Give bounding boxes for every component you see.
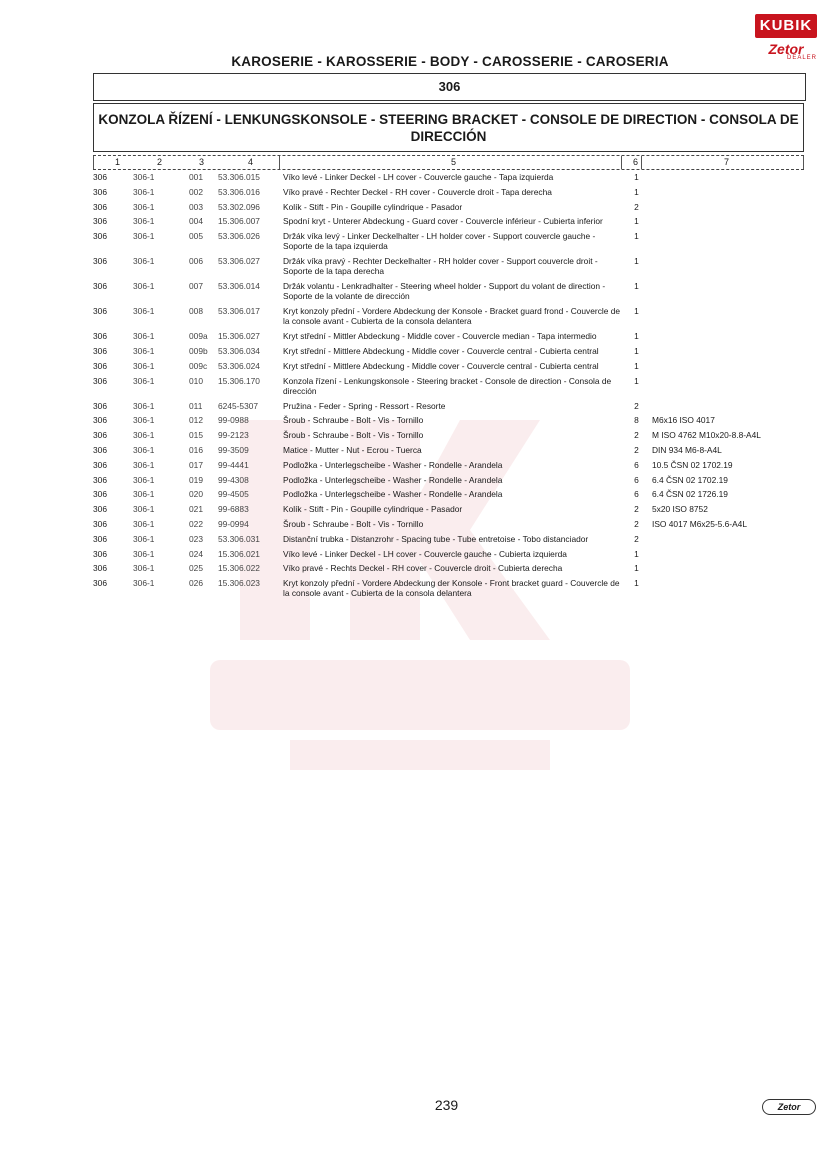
table-cell-c5: Podložka - Unterlegscheibe - Washer - Rondelle - Arandela [283, 489, 503, 500]
table-cell-c4: 99-0994 [218, 518, 249, 529]
table-cell-c6: 2 [634, 518, 639, 529]
table-cell-c5: Pružina - Feder - Spring - Ressort - Resorte [283, 400, 446, 411]
table-cell-c2: 306-1 [133, 578, 155, 589]
table-cell-c5: Kryt střední - Mittler Abdeckung - Middle cover - Couvercle median - Tapa intermedio [283, 331, 597, 342]
table-row [93, 216, 804, 231]
table-cell-c2: 306-1 [133, 331, 155, 342]
section-title: KAROSERIE - KAROSSERIE - BODY - CAROSSERIE - CAROSERIA [231, 54, 669, 69]
table-cell-c2: 306-1 [133, 172, 155, 182]
table-cell-c2: 306-1 [133, 256, 155, 267]
table-cell-c2: 306-1 [133, 444, 155, 455]
table-cell-c6: 2 [634, 201, 639, 212]
table-row [93, 256, 804, 281]
table-row [93, 475, 804, 490]
table-cell-c3: 002 [189, 186, 203, 197]
table-cell-c4: 53.306.027 [218, 256, 260, 267]
table-cell-c4: 15.306.022 [218, 563, 260, 574]
table-cell-c6: 8 [634, 415, 639, 426]
table-cell-c2: 306-1 [133, 504, 155, 515]
table-cell-c2: 306-1 [133, 281, 155, 292]
table-cell-c4: 99-6883 [218, 504, 249, 515]
table-cell-c5: Distanční trubka - Distanzrohr - Spacing tube - Tube entretoise - Tobo distanciador [283, 533, 589, 544]
group-number-box: 306 [93, 73, 806, 101]
page-number: 239 [434, 1097, 459, 1113]
table-cell-c7: 5x20 ISO 8752 [652, 504, 708, 515]
table-cell-c2: 306-1 [133, 489, 155, 500]
table-cell-c3: 005 [189, 231, 203, 242]
table-cell-c5: Kryt střední - Mittlere Abdeckung - Middle cover - Couvercle central - Cubierta central [283, 345, 599, 356]
table-cell-c5: Víko levé - Linker Deckel - LH cover - Couvercle gauche - Cubierta izquierda [283, 548, 567, 559]
table-cell-c7 [652, 563, 804, 578]
table-cell-c7: DIN 934 M6-8-A4L [652, 444, 722, 455]
table-row [93, 187, 804, 202]
table-cell-c4: 99-3509 [218, 444, 249, 455]
table-cell-c3: 009c [189, 360, 208, 371]
table-cell-c1: 306 [93, 400, 107, 411]
table-cell-c5: Šroub - Schraube - Bolt - Vis - Tornillo [283, 518, 424, 529]
table-row [93, 563, 804, 578]
column-header-1: 1 [115, 157, 121, 167]
table-cell-c3: 023 [189, 533, 203, 544]
table-cell-c4: 15.306.007 [218, 216, 260, 227]
table-cell-c3: 017 [189, 459, 203, 470]
table-cell-c4: 53.306.017 [218, 306, 260, 317]
table-cell-c2: 306-1 [133, 216, 155, 227]
table-cell-c7 [652, 346, 804, 361]
table-cell-c1: 306 [93, 345, 107, 356]
table-cell-c6: 1 [634, 256, 639, 267]
table-cell-c5: Kryt konzoly přední - Vordere Abdeckung der Konsole - Front bracket guard - Couvercle de la console avant - Cubierta de la consola delantera [283, 578, 620, 599]
table-cell-c5: Držák víka levý - Linker Deckelhalter - LH holder cover - Support couvercle gauche - Soporte de la tapa izquierda [283, 231, 596, 252]
table-cell-c1: 306 [93, 459, 107, 470]
table-cell-c4: 6245-5307 [218, 400, 259, 411]
table-cell-c2: 306-1 [133, 459, 155, 470]
table-cell-c5: Držák volantu - Lenkradhalter - Steering wheel holder - Support du volant de direction - Soporte de la volante de dirección [283, 281, 606, 302]
table-cell-c6: 1 [634, 281, 639, 292]
table-cell-c3: 011 [189, 400, 203, 411]
table-row [93, 361, 804, 376]
parts-table [93, 172, 804, 603]
table-cell-c7 [652, 534, 804, 549]
table-cell-c7 [652, 361, 804, 376]
table-cell-c6: 6 [634, 489, 639, 500]
table-cell-c2: 306-1 [133, 563, 155, 574]
table-cell-c5: Držák víka pravý - Rechter Deckelhalter - RH holder cover - Support couvercle droit - Soporte de la tapa derecha [283, 256, 598, 277]
table-cell-c1: 306 [93, 474, 107, 485]
table-cell-c7 [652, 376, 804, 401]
table-cell-c5: Víko levé - Linker Deckel - LH cover - Couvercle gauche - Tapa izquierda [283, 172, 554, 182]
table-cell-c6: 1 [634, 360, 639, 371]
table-cell-c1: 306 [93, 563, 107, 574]
table-cell-c4: 53.302.096 [218, 201, 260, 212]
table-cell-c6: 2 [634, 400, 639, 411]
table-cell-c6: 2 [634, 430, 639, 441]
table-cell-c1: 306 [93, 281, 107, 292]
table-cell-c5: Spodní kryt - Unterer Abdeckung - Guard cover - Couvercle inférieur - Cubierta inferior [283, 216, 603, 227]
table-cell-c3: 009b [189, 345, 208, 356]
table-cell-c3: 010 [189, 375, 203, 386]
table-row [93, 331, 804, 346]
table-cell-c5: Konzola řízení - Lenkungskonsole - Steering bracket - Console de direction - Consola de dirección [283, 375, 612, 396]
table-cell-c1: 306 [93, 415, 107, 426]
table-cell-c3: 009a [189, 331, 208, 342]
table-cell-c6: 1 [634, 172, 639, 182]
table-cell-c3: 020 [189, 489, 203, 500]
table-cell-c1: 306 [93, 216, 107, 227]
table-cell-c6: 1 [634, 345, 639, 356]
table-cell-c5: Podložka - Unterlegscheibe - Washer - Rondelle - Arandela [283, 474, 503, 485]
table-cell-c5: Šroub - Schraube - Bolt - Vis - Tornillo [283, 430, 424, 441]
table-row [93, 549, 804, 564]
table-cell-c5: Kryt konzoly přední - Vordere Abdeckung der Konsole - Bracket guard frond - Couvercle de la console avant - Cubierta de la consola delantera [283, 306, 621, 327]
table-cell-c7 [652, 231, 804, 256]
table-cell-c1: 306 [93, 518, 107, 529]
table-row [93, 489, 804, 504]
column-header-5: 5 [451, 157, 457, 167]
table-row [93, 460, 804, 475]
table-row [93, 306, 804, 331]
table-cell-c4: 15.306.021 [218, 548, 260, 559]
table-cell-c4: 99-4308 [218, 474, 249, 485]
table-cell-c5: Podložka - Unterlegscheibe - Washer - Rondelle - Arandela [283, 459, 503, 470]
table-cell-c6: 1 [634, 375, 639, 386]
table-cell-c7 [652, 187, 804, 202]
table-cell-c2: 306-1 [133, 533, 155, 544]
logo-zetor-text: Zetor [768, 41, 804, 57]
table-cell-c4: 53.306.014 [218, 281, 260, 292]
column-header-6: 6 [633, 157, 639, 167]
table-cell-c7 [652, 281, 804, 306]
table-cell-c2: 306-1 [133, 186, 155, 197]
table-row [93, 376, 804, 401]
table-cell-c7: 6.4 ČSN 02 1726.19 [652, 489, 728, 500]
table-cell-c7 [652, 256, 804, 281]
table-cell-c4: 99-0988 [218, 415, 249, 426]
table-cell-c6: 1 [634, 231, 639, 242]
table-cell-c7: 6.4 ČSN 02 1702.19 [652, 474, 728, 485]
table-cell-c1: 306 [93, 444, 107, 455]
table-cell-c3: 012 [189, 415, 203, 426]
table-cell-c7 [652, 549, 804, 564]
table-cell-c2: 306-1 [133, 201, 155, 212]
table-cell-c3: 008 [189, 306, 203, 317]
table-cell-c5: Víko pravé - Rechter Deckel - RH cover - Couvercle droit - Tapa derecha [283, 186, 552, 197]
table-cell-c3: 019 [189, 474, 203, 485]
table-row [93, 578, 804, 603]
table-row [93, 504, 804, 519]
table-cell-c5: Kolík - Stift - Pin - Goupille cylindrique - Pasador [283, 504, 463, 515]
table-cell-c2: 306-1 [133, 231, 155, 242]
table-cell-c1: 306 [93, 306, 107, 317]
table-cell-c4: 15.306.023 [218, 578, 260, 589]
table-cell-c7: 10.5 ČSN 02 1702.19 [652, 459, 733, 470]
table-cell-c6: 6 [634, 474, 639, 485]
table-row [93, 415, 804, 430]
table-cell-c2: 306-1 [133, 345, 155, 356]
table-cell-c3: 026 [189, 578, 203, 589]
table-cell-c3: 015 [189, 430, 203, 441]
table-cell-c7: M6x16 ISO 4017 [652, 415, 715, 426]
table-cell-c1: 306 [93, 172, 107, 182]
table-cell-c1: 306 [93, 331, 107, 342]
table-cell-c1: 306 [93, 231, 107, 242]
table-row [93, 519, 804, 534]
column-header-3: 3 [199, 157, 205, 167]
table-cell-c4: 53.306.016 [218, 186, 260, 197]
table-cell-c5: Kryt střední - Mittlere Abdeckung - Middle cover - Couvercle central - Cubierta central [283, 360, 599, 371]
table-cell-c3: 007 [189, 281, 203, 292]
table-cell-c5: Kolík - Stift - Pin - Goupille cylindrique - Pasador [283, 201, 463, 212]
table-cell-c5: Matice - Mutter - Nut - Ecrou - Tuerca [283, 444, 422, 455]
column-header-2: 2 [157, 157, 163, 167]
table-row [93, 445, 804, 460]
table-cell-c6: 2 [634, 504, 639, 515]
table-cell-c4: 15.306.170 [218, 375, 260, 386]
table-cell-c3: 016 [189, 444, 203, 455]
table-cell-c3: 006 [189, 256, 203, 267]
table-cell-c7 [652, 578, 804, 603]
table-cell-c2: 306-1 [133, 415, 155, 426]
table-cell-c3: 003 [189, 201, 203, 212]
table-cell-c1: 306 [93, 186, 107, 197]
table-cell-c6: 6 [634, 459, 639, 470]
table-row [93, 401, 804, 416]
column-header-4: 4 [248, 157, 254, 167]
zetor-footer-logo: Zetor [762, 1099, 816, 1115]
table-cell-c2: 306-1 [133, 306, 155, 317]
column-header-row [93, 155, 804, 170]
table-cell-c2: 306-1 [133, 548, 155, 559]
column-header-7: 7 [724, 157, 730, 167]
table-cell-c6: 1 [634, 548, 639, 559]
table-cell-c6: 1 [634, 186, 639, 197]
table-row [93, 346, 804, 361]
table-cell-c1: 306 [93, 375, 107, 386]
table-cell-c7: ISO 4017 M6x25-5.6-A4L [652, 518, 747, 529]
group-title-box: KONZOLA ŘÍZENÍ - LENKUNGSKONSOLE - STEERING BRACKET - CONSOLE DE DIRECTION - CONSOLA DE DIRECCIÓN [93, 103, 804, 152]
table-cell-c6: 1 [634, 331, 639, 342]
table-cell-c6: 1 [634, 578, 639, 589]
table-cell-c4: 53.306.024 [218, 360, 260, 371]
table-cell-c1: 306 [93, 548, 107, 559]
table-cell-c2: 306-1 [133, 375, 155, 386]
table-cell-c2: 306-1 [133, 400, 155, 411]
table-cell-c4: 53.306.034 [218, 345, 260, 356]
table-cell-c4: 15.306.027 [218, 331, 260, 342]
table-cell-c2: 306-1 [133, 518, 155, 529]
table-cell-c2: 306-1 [133, 360, 155, 371]
table-cell-c1: 306 [93, 201, 107, 212]
table-cell-c7 [652, 306, 804, 331]
table-cell-c5: Šroub - Schraube - Bolt - Vis - Tornillo [283, 415, 424, 426]
table-cell-c1: 306 [93, 360, 107, 371]
table-cell-c7 [652, 331, 804, 346]
table-row [93, 231, 804, 256]
table-cell-c7 [652, 172, 804, 187]
table-cell-c4: 99-4505 [218, 489, 249, 500]
table-cell-c7 [652, 202, 804, 217]
table-cell-c1: 306 [93, 489, 107, 500]
table-cell-c3: 024 [189, 548, 203, 559]
table-cell-c1: 306 [93, 504, 107, 515]
table-cell-c3: 004 [189, 216, 203, 227]
table-cell-c6: 1 [634, 306, 639, 317]
table-cell-c2: 306-1 [133, 474, 155, 485]
table-cell-c3: 025 [189, 563, 203, 574]
table-row [93, 202, 804, 217]
logo-kubik-text: KUBIK [755, 14, 817, 38]
table-cell-c1: 306 [93, 256, 107, 267]
table-cell-c4: 99-4441 [218, 459, 249, 470]
table-cell-c1: 306 [93, 430, 107, 441]
table-cell-c6: 2 [634, 444, 639, 455]
table-cell-c4: 53.306.031 [218, 533, 260, 544]
table-cell-c4: 53.306.015 [218, 172, 260, 182]
table-cell-c4: 53.306.026 [218, 231, 260, 242]
table-cell-c7: M ISO 4762 M10x20-8.8-A4L [652, 430, 761, 441]
table-cell-c7 [652, 401, 804, 416]
logo-dealer-text: DEALER [786, 55, 817, 61]
table-cell-c7 [652, 216, 804, 231]
table-row [93, 281, 804, 306]
table-cell-c4: 99-2123 [218, 430, 249, 441]
table-cell-c1: 306 [93, 578, 107, 589]
table-cell-c3: 022 [189, 518, 203, 529]
table-cell-c6: 2 [634, 533, 639, 544]
table-cell-c3: 001 [189, 172, 203, 182]
table-cell-c1: 306 [93, 533, 107, 544]
table-cell-c6: 1 [634, 216, 639, 227]
table-cell-c6: 1 [634, 563, 639, 574]
table-cell-c2: 306-1 [133, 430, 155, 441]
table-cell-c3: 021 [189, 504, 203, 515]
table-cell-c5: Víko pravé - Rechts Deckel - RH cover - Couvercle droit - Cubierta derecha [283, 563, 563, 574]
table-row [93, 430, 804, 445]
table-row [93, 172, 804, 187]
table-row [93, 534, 804, 549]
